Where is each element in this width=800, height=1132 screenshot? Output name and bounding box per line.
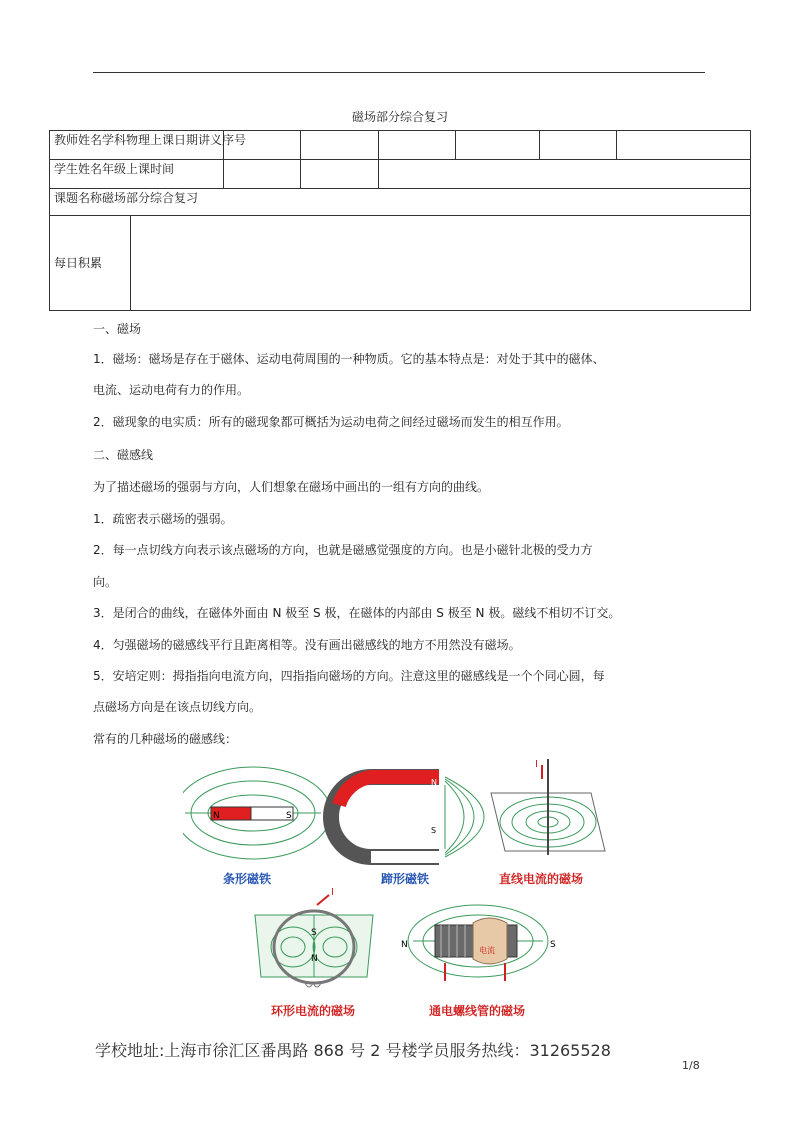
- s2-intro: 为了描述磁场的强弱与方向，人们想象在磁场中画出的一组有方向的曲线。: [93, 480, 490, 494]
- caption-solenoid: 通电螺线管的磁场: [429, 1004, 526, 1018]
- cell[interactable]: [224, 160, 301, 189]
- section2-heading: 二、磁感线: [93, 448, 154, 462]
- row2-label: 学生姓名年级上课时间: [50, 160, 224, 189]
- s2-p3: 3．是闭合的曲线，在磁体外面由 N 极至 S 极，在磁体的内部由 S 极至 N 极。磁线不相切不订交。: [93, 606, 621, 620]
- horseshoe-s-label: S: [431, 826, 437, 835]
- info-table: [49, 130, 751, 311]
- cell[interactable]: [456, 131, 540, 160]
- horseshoe-magnet-diagram: [331, 777, 484, 857]
- solenoid-n-label: N: [401, 940, 408, 950]
- loop-n-label: N: [311, 954, 318, 964]
- caption-bar-magnet: 条形磁铁: [223, 872, 272, 886]
- cell[interactable]: [379, 160, 751, 189]
- s2-p5-line2: 点磁场方向是在该点切线方向。: [93, 700, 262, 714]
- row4-label: 每日积累: [50, 216, 131, 311]
- s1-p2: 2．磁现象的电实质：所有的磁现象都可概括为运动电荷之间经过磁场而发生的相互作用。: [93, 415, 569, 429]
- solenoid-current-label: 电流: [479, 946, 495, 955]
- caption-straight-wire: 直线电流的磁场: [499, 872, 584, 886]
- section1-heading: 一、磁场: [93, 322, 142, 336]
- caption-horseshoe-magnet: 蹄形磁铁: [381, 872, 430, 886]
- straight-wire-diagram: [491, 759, 605, 855]
- header-rule: [93, 72, 705, 73]
- s2-p1: 1．疏密表示磁场的强弱。: [93, 512, 233, 526]
- row1-label: 教师姓名学科物理上课日期讲义序号: [50, 131, 224, 160]
- cell[interactable]: [540, 131, 617, 160]
- footer-address: 学校地址:上海市徐汇区番禺路 868 号 2 号楼学员服务热线：31265528: [95, 1041, 611, 1060]
- bar-s-label: S: [286, 811, 292, 821]
- s2-p2-line2: 向。: [93, 575, 118, 589]
- s1-p1-line2: 电流、运动电荷有力的作用。: [93, 383, 250, 397]
- page-number: 1/8: [682, 1059, 700, 1072]
- magnetic-field-figure: [183, 755, 613, 1023]
- s1-p1-line1: 1．磁场：磁场是存在于磁体、运动电荷周围的一种物质。它的基本特点是：对处于其中的磁体、: [93, 352, 605, 366]
- loop-s-label: S: [311, 928, 317, 938]
- page-title: 磁场部分综合复习: [351, 110, 448, 124]
- solenoid-diagram: [408, 905, 548, 981]
- s2-figs-intro: 常有的几种磁场的磁感线：: [93, 732, 238, 746]
- cell[interactable]: [301, 160, 379, 189]
- horseshoe-n-label: N: [431, 778, 437, 787]
- solenoid-s-label: S: [550, 940, 556, 950]
- caption-circular-loop: 环形电流的磁场: [271, 1004, 356, 1018]
- cell[interactable]: [301, 131, 379, 160]
- cell[interactable]: [379, 131, 456, 160]
- daily-notes-cell[interactable]: [131, 216, 751, 311]
- loop-current-label: I: [331, 887, 334, 898]
- circular-loop-diagram: [255, 895, 373, 987]
- s2-p2-line1: 2．每一点切线方向表示该点磁场的方向，也就是磁感觉强度的方向。也是小磁针北极的受力方: [93, 543, 593, 557]
- row3-label: 课题名称磁场部分综合复习: [50, 189, 751, 216]
- s2-p4: 4．匀强磁场的磁感线平行且距离相等。没有画出磁感线的地方不用然没有磁场。: [93, 638, 521, 652]
- s2-p5-line1: 5．安培定则：拇指指向电流方向，四指指向磁场的方向。注意这里的磁感线是一个个同心圆，每: [93, 669, 605, 683]
- field-diagrams-svg: [183, 755, 613, 1023]
- cell[interactable]: [617, 131, 751, 160]
- wire-current-label: I: [535, 759, 538, 770]
- bar-n-label: N: [213, 811, 220, 821]
